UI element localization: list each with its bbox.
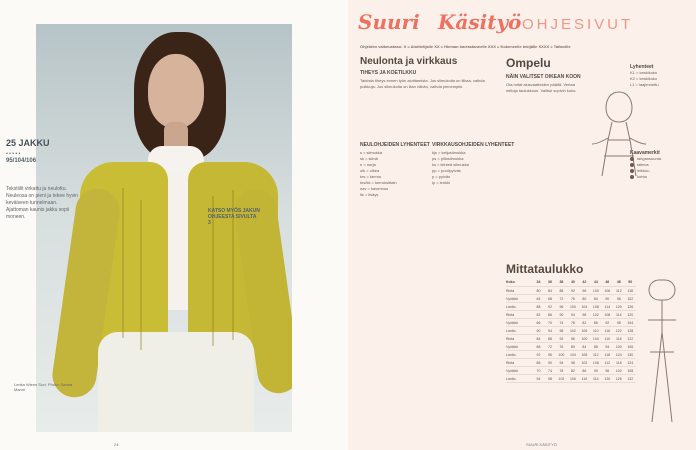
- fashion-photo: [36, 24, 292, 432]
- jacket-code: 25 JAKKU: [6, 138, 50, 148]
- table-cell: 66: [536, 320, 541, 325]
- right-page-footer: SUURI KÄSITYÖ: [526, 442, 557, 447]
- table-cell: 78: [559, 368, 564, 373]
- table-cell: 98: [548, 376, 552, 381]
- table-cell: 102: [627, 296, 634, 301]
- table-row: [506, 319, 636, 327]
- table-cell: 100: [569, 304, 576, 309]
- table-cell: 86: [536, 360, 541, 365]
- measurement-table: [506, 278, 636, 438]
- table-cell: 100: [615, 344, 622, 349]
- table-cell: 106: [627, 344, 634, 349]
- table-cell: 70: [536, 368, 541, 373]
- table-cell: 80: [536, 288, 541, 293]
- stitch-box: [630, 150, 680, 180]
- jacket-price: 95/104/106: [6, 158, 37, 164]
- table-header-cell: 38: [559, 280, 564, 284]
- table-cell: 104: [581, 304, 588, 309]
- table-header-row: [506, 278, 636, 287]
- legend-title: Lyhenteet: [630, 64, 654, 70]
- table-cell: 108: [581, 352, 588, 357]
- table-cell: 84: [536, 336, 541, 341]
- table-cell: 114: [593, 376, 599, 381]
- table-row: [506, 351, 636, 359]
- right-page: [348, 0, 696, 450]
- table-cell: 84: [548, 288, 552, 293]
- table-cell: 118: [604, 352, 611, 357]
- table-cell: 102: [569, 328, 576, 333]
- legend-item: L1 = laajennettu: [630, 82, 659, 87]
- table-cell: 116: [604, 328, 611, 333]
- table-cell: 124: [627, 360, 634, 365]
- table-row-label: Lantio: [506, 376, 516, 381]
- table-cell: 94: [559, 360, 564, 365]
- table-row: [506, 327, 636, 335]
- table-cell: 70: [548, 320, 552, 325]
- section-copy: Tarkista tiheys ennen työn aloittamista. Jos silmukoita on liikaa, vaihda puikkoja. Jos silmukoita on liian vähän, vaihda pienempiin.: [360, 78, 485, 89]
- table-cell: 110: [581, 376, 588, 381]
- table-row-label: Vyötärö: [506, 344, 518, 349]
- table-cell: 104: [569, 352, 576, 357]
- table-cell: 128: [627, 328, 634, 333]
- table-cell: 88: [536, 304, 541, 309]
- table-cell: 96: [559, 304, 564, 309]
- table-cell: 100: [558, 352, 565, 357]
- stitch-label: leikkuu: [637, 168, 650, 173]
- table-cell: 126: [627, 304, 634, 309]
- table-row-label: Rinta: [506, 360, 515, 365]
- table-cell: 90: [593, 368, 598, 373]
- table-cell: 94: [605, 344, 610, 349]
- table-row-label: Lantio: [506, 328, 516, 333]
- table-cell: 112: [604, 360, 611, 365]
- table-cell: 112: [593, 352, 599, 357]
- table-cell: 98: [559, 328, 564, 333]
- table-cell: 92: [605, 320, 610, 325]
- table-cell: 96: [605, 368, 610, 373]
- sewing-text: Ota mitat alusvaatteiden päältä. Vertaa mittoja taulukkoon. Valitse sopivin koko.: [506, 82, 577, 93]
- stitch-label: langansuunta: [637, 156, 662, 161]
- column-title-1: NEULOHJEIDEN LYHENTEET: [360, 142, 430, 148]
- lace-line: [122, 188, 124, 338]
- table-cell: 72: [559, 296, 564, 301]
- table-cell: 68: [548, 296, 552, 301]
- table-cell: 82: [582, 320, 587, 325]
- face: [148, 54, 204, 128]
- brand-first: Suuri: [358, 10, 420, 34]
- table-row: [506, 311, 636, 319]
- left-page-footer: 24: [114, 442, 119, 447]
- stitch-item: [630, 174, 680, 180]
- table-cell: 106: [604, 288, 611, 293]
- table-row: [506, 335, 636, 343]
- table-cell: 82: [536, 312, 541, 317]
- table-cell: 98: [570, 360, 575, 365]
- table-header-cell: 44: [593, 280, 598, 284]
- table-cell: 110: [593, 328, 599, 333]
- table-cell: 96: [570, 336, 575, 341]
- column-body-2: kjs = ketjusilmukka ps = piilosilmukka ks = kiinteä silmukka pp = puolipylväs p = pylväs lp = lenkki: [432, 150, 469, 185]
- table-cell: 80: [570, 344, 575, 349]
- table-row-label: Vyötärö: [506, 296, 518, 301]
- table-header-label: Koko: [506, 280, 515, 284]
- table-header-cell: 40: [570, 280, 575, 284]
- table-cell: 102: [558, 376, 565, 381]
- table-row-label: Lantio: [506, 304, 516, 309]
- legend-item: K1 = keskikoko: [630, 70, 658, 75]
- stitch-label: kohta: [637, 174, 647, 179]
- table-cell: 106: [581, 328, 588, 333]
- table-cell: 114: [615, 312, 622, 317]
- jacket-description: Tekstiilit virkattu ja neulottu. Neuleosa on pieni ja tekee hyvin keväiseen tunnelmaan. Ajattoman kaunis jakku sopii moneen.: [6, 186, 78, 220]
- sewing-subtitle: NÄIN VALITSET OIKEAN KOON: [506, 74, 581, 80]
- table-cell: 98: [582, 312, 587, 317]
- table-cell: 82: [570, 368, 575, 373]
- table-cell: 80: [582, 296, 587, 301]
- table-row-label: Lantio: [506, 352, 516, 357]
- table-cell: 64: [536, 296, 541, 301]
- lace-line: [140, 200, 142, 350]
- table-cell: 108: [604, 312, 611, 317]
- table-cell: 104: [592, 336, 599, 341]
- table-cell: 114: [604, 304, 611, 309]
- table-cell: 90: [536, 328, 541, 333]
- table-row-label: Vyötärö: [506, 320, 518, 325]
- table-cell: 102: [581, 360, 588, 365]
- jacket-subtitle: • • • • •: [6, 151, 21, 157]
- table-header-cell: 46: [605, 280, 610, 284]
- table-cell: 88: [559, 288, 564, 293]
- table-cell: 88: [548, 336, 552, 341]
- table-cell: 74: [559, 320, 564, 325]
- table-cell: 100: [592, 288, 599, 293]
- table-row: [506, 303, 636, 311]
- table-cell: 120: [604, 376, 611, 381]
- table-cell: 124: [615, 352, 622, 357]
- table-cell: 92: [536, 352, 541, 357]
- table-cell: 132: [627, 376, 634, 381]
- measurement-figure: [640, 276, 684, 432]
- table-cell: 118: [615, 360, 622, 365]
- table-cell: 120: [615, 304, 622, 309]
- table-row: [506, 359, 636, 367]
- table-cell: 92: [570, 288, 575, 293]
- bullet-icon: [630, 163, 634, 167]
- table-cell: 84: [593, 296, 598, 301]
- table-row-label: Rinta: [506, 288, 515, 293]
- table-row: [506, 343, 636, 351]
- table-cell: 72: [548, 344, 552, 349]
- table-cell: 92: [548, 304, 552, 309]
- table-cell: 86: [548, 312, 552, 317]
- table-row-label: Rinta: [506, 336, 515, 341]
- stitch-title: Kaavamerkit: [630, 150, 660, 156]
- table-cell: 106: [569, 376, 576, 381]
- table-header-cell: 50: [628, 280, 633, 284]
- table-cell: 96: [616, 296, 621, 301]
- table-cell: 116: [615, 336, 622, 341]
- table-cell: 110: [604, 336, 611, 341]
- skirt: [98, 332, 254, 432]
- table-row: [506, 367, 636, 375]
- table-cell: 104: [627, 320, 634, 325]
- sewing-title: Ompelu: [506, 56, 551, 70]
- table-cell: 126: [615, 376, 622, 381]
- table-cell: 86: [593, 320, 598, 325]
- column-title-2: VIRKKAUSOHJEIDEN LYHENTEET: [432, 142, 515, 148]
- brand-second: Käsityö: [438, 10, 522, 34]
- stitch-label: taiteos: [637, 162, 649, 167]
- table-cell: 94: [548, 328, 552, 333]
- table-cell: 120: [627, 312, 634, 317]
- table-cell: 90: [548, 360, 552, 365]
- table-cell: 96: [548, 352, 552, 357]
- table-cell: 90: [559, 312, 564, 317]
- table-row: [506, 287, 636, 295]
- table-row: [506, 295, 636, 303]
- table-header-cell: 34: [536, 280, 541, 284]
- callout-text: KATSO MYÖS JAKUN OHJEESTA SIVULTA 3: [208, 208, 260, 226]
- section-title: Neulonta ja virkkaus: [360, 56, 458, 67]
- table-cell: 122: [627, 336, 634, 341]
- table-cell: 78: [570, 320, 575, 325]
- measurement-title: Mittataulukko: [506, 262, 584, 276]
- table-cell: 96: [582, 288, 587, 293]
- table-cell: 90: [605, 296, 610, 301]
- bullet-icon: [630, 169, 634, 173]
- table-cell: 118: [627, 288, 634, 293]
- table-cell: 122: [615, 328, 622, 333]
- table-header-cell: 36: [548, 280, 552, 284]
- legend-box: [630, 64, 680, 88]
- column-body-1: s = silmukka sk = silmä n = nurja oik = oikea krs = kerros krs/kk = kerroksittain nav = kavennus lis = lisäys: [360, 150, 397, 197]
- table-cell: 106: [592, 360, 599, 365]
- table-cell: 102: [615, 368, 622, 373]
- table-cell: 130: [627, 352, 634, 357]
- section-subtitle: TIHEYS JA KOETILKKU: [360, 70, 417, 76]
- table-header-cell: 42: [582, 280, 587, 284]
- table-cell: 112: [615, 288, 622, 293]
- bullet-icon: [630, 175, 634, 179]
- page-header: OHJESIVUT: [522, 16, 634, 33]
- legend-item: K2 = keskikoko: [630, 76, 658, 81]
- table-cell: 76: [570, 296, 575, 301]
- table-cell: 68: [536, 344, 541, 349]
- photo-credit: Lenka Wiens Scvi. Photo: Sanna Manni: [14, 382, 73, 392]
- table-cell: 84: [582, 344, 587, 349]
- table-row-label: Vyötärö: [506, 368, 518, 373]
- table-cell: 94: [570, 312, 575, 317]
- table-cell: 108: [627, 368, 634, 373]
- bullet-icon: [630, 157, 634, 161]
- table-cell: 88: [593, 344, 598, 349]
- table-cell: 92: [559, 336, 564, 341]
- difficulty-line: Ohjeiden vaikeustaso: X = Aloittelijalle XX = Hieman harrastaneelle XXX = Kokeneelle tekijälle XXXX = Taitaville: [360, 44, 571, 49]
- table-row: [506, 375, 636, 383]
- table-cell: 76: [559, 344, 564, 349]
- table-row-label: Rinta: [506, 312, 515, 317]
- table-header-cell: 48: [616, 280, 621, 284]
- table-cell: 98: [616, 320, 621, 325]
- table-cell: 108: [592, 304, 599, 309]
- table-cell: 94: [536, 376, 541, 381]
- table-cell: 102: [592, 312, 599, 317]
- table-cell: 74: [548, 368, 552, 373]
- table-cell: 100: [581, 336, 588, 341]
- table-cell: 86: [582, 368, 587, 373]
